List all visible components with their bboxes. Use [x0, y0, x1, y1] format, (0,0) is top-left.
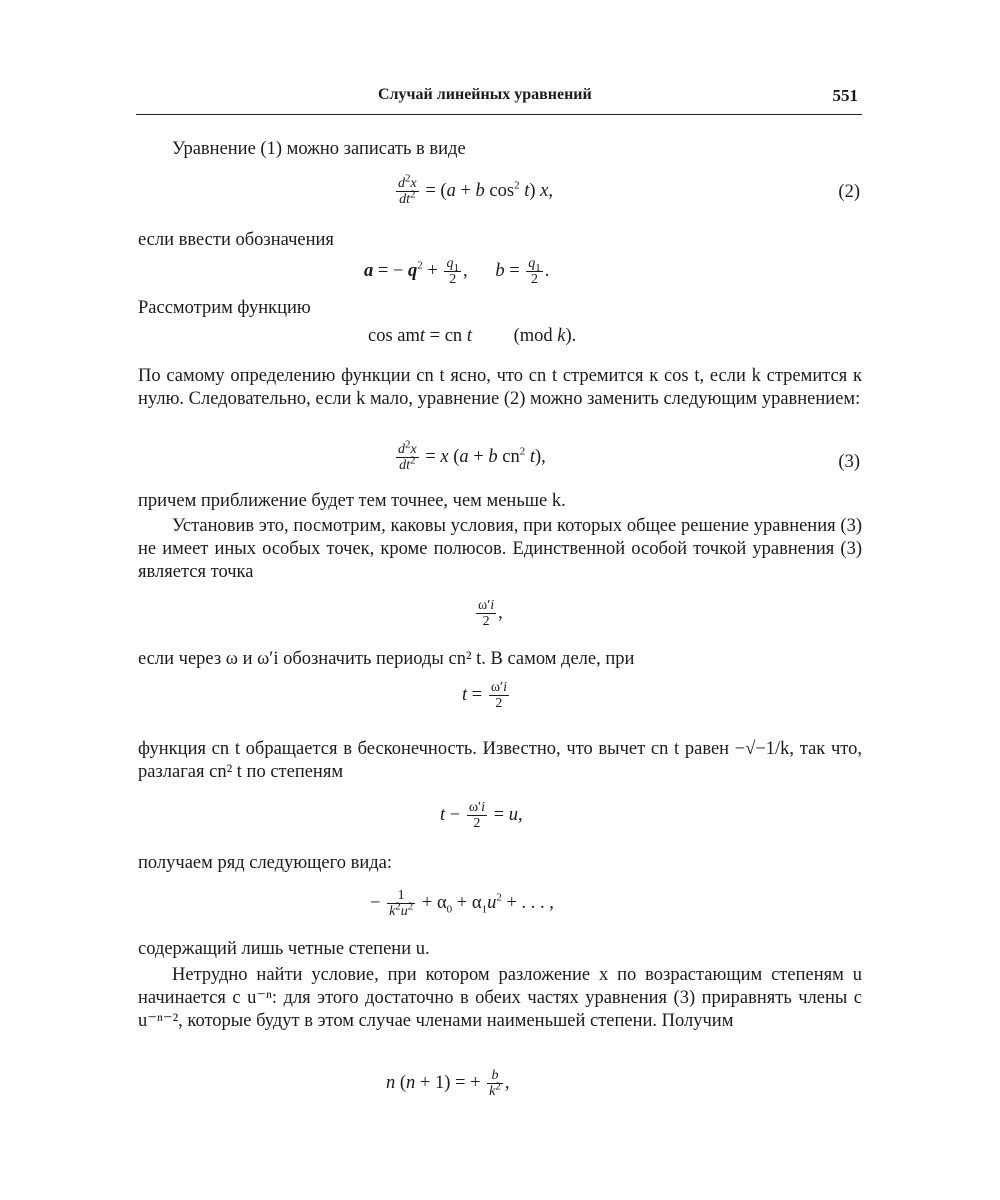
page-number: 551	[832, 86, 858, 105]
equation-3: $\frac{d^2x}{dt^2}$ = x (a + b $cn^2$ t),	[398, 438, 546, 473]
paragraph-4: По самому определению функции cn t ясно, что cn t стремится к cos t, если k стремится к нулю. Следовательно, если k мало, уравнение (2) можно заменить следующим уравнением:	[138, 366, 862, 409]
definitions-equation: a = − $q^2$ + $\frac{q_1}{2}$ , b = $\frac{q_1}{2}$ .	[364, 256, 550, 287]
paragraph-5: причем приближение будет тем точнее, чем меньше k.	[138, 491, 566, 511]
equation-2: $\frac{d^2x}{dt^2}$ = (a + b $\cos^2 t$) x,	[398, 172, 553, 207]
paragraph-3: Рассмотрим функцию	[138, 298, 311, 318]
paragraph-2: если ввести обозначения	[138, 230, 334, 250]
equation-2-label: (2)	[838, 182, 860, 202]
running-title: Случай линейных уравнений	[378, 86, 592, 103]
paragraph-11: Нетрудно найти условие, при котором разложение x по возрастающим степеням u начинается с u⁻ⁿ: для этого достаточно в обеих частях уравнения (3) приравнять члены с u⁻ⁿ⁻², которые будут в этом случае членами наименьшей степени. Получим	[138, 965, 862, 1031]
paragraph-1: Уравнение (1) можно записать в виде	[172, 139, 466, 159]
equation-3-label: (3)	[838, 452, 860, 472]
cosam-equation: cos amt = cn t (mod k).	[368, 326, 577, 346]
paragraph-7: если через ω и ω′i обозначить периоды cn² t. В самом деле, при	[138, 649, 635, 669]
paragraph-8: функция cn t обращается в бесконечность. Известно, что вычет cn t равен −√−1/k, так что, разлагая cn² t по степеням	[138, 739, 862, 782]
paragraph-10: содержащий лишь четные степени u.	[138, 939, 430, 959]
final-equation: n (n + 1) = + $\frac{b}{k^2}$ ,	[386, 1068, 510, 1099]
t-equation: t = $\frac{\omega'i}{2}$	[462, 680, 507, 711]
running-header	[136, 84, 862, 115]
paragraph-6: Установив это, посмотрим, каковы условия, при которых общее решение уравнения (3) не имеет иных особых точек, кроме полюсов. Единственной особой точкой уравнения (3) является точка	[138, 516, 862, 582]
u-equation: t − $\frac{\omega'i}{2}$ = u,	[440, 800, 523, 831]
singular-point-equation: $\frac{\omega'i}{2}$ ,	[478, 598, 503, 629]
paragraph-9: получаем ряд следующего вида:	[138, 853, 392, 873]
series-equation: − $\frac{1}{k^2u^2}$ + $\alpha_0 + \alpha_1u^2$ + . . . ,	[370, 888, 554, 919]
